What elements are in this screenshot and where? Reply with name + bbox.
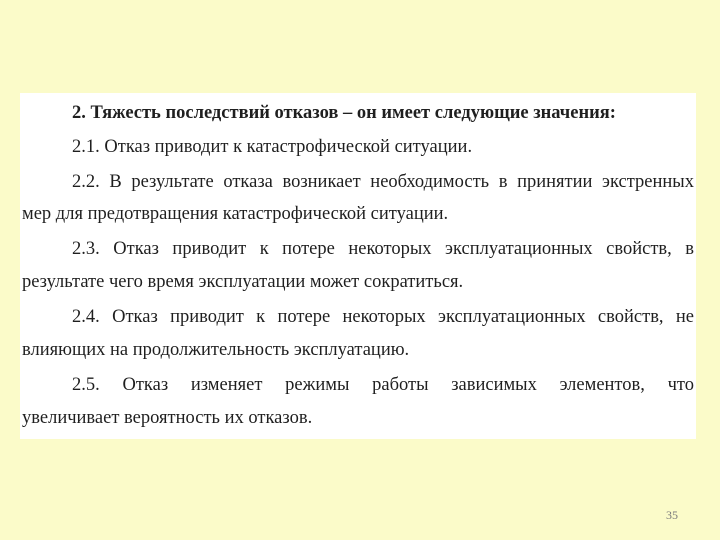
text-panel bbox=[20, 93, 696, 439]
item-2-1: 2.1. Отказ приводит к катастрофической ситуации. bbox=[72, 137, 473, 157]
section-heading: 2. Тяжесть последствий отказов – он имеет следующие значения: bbox=[72, 103, 616, 123]
item-2-5-line-1: 2.5. Отказ изменяет режимы работы зависимых элементов, что bbox=[72, 375, 694, 395]
item-2-2-line-2: мер для предотвращения катастрофической ситуации. bbox=[22, 204, 449, 224]
page-number: 35 bbox=[666, 508, 678, 522]
item-2-2-line-1: 2.2. В результате отказа возникает необходимость в принятии экстренных bbox=[72, 172, 694, 192]
item-2-4-line-2: влияющих на продолжительность эксплуатацию. bbox=[22, 340, 410, 360]
item-2-5-line-2: увеличивает вероятность их отказов. bbox=[22, 408, 313, 428]
item-2-3-line-2: результате чего время эксплуатации может сократиться. bbox=[22, 272, 464, 292]
item-2-3-line-1: 2.3. Отказ приводит к потере некоторых эксплуатационных свойств, в bbox=[72, 239, 694, 259]
item-2-4-line-1: 2.4. Отказ приводит к потере некоторых эксплуатационных свойств, не bbox=[72, 307, 694, 327]
